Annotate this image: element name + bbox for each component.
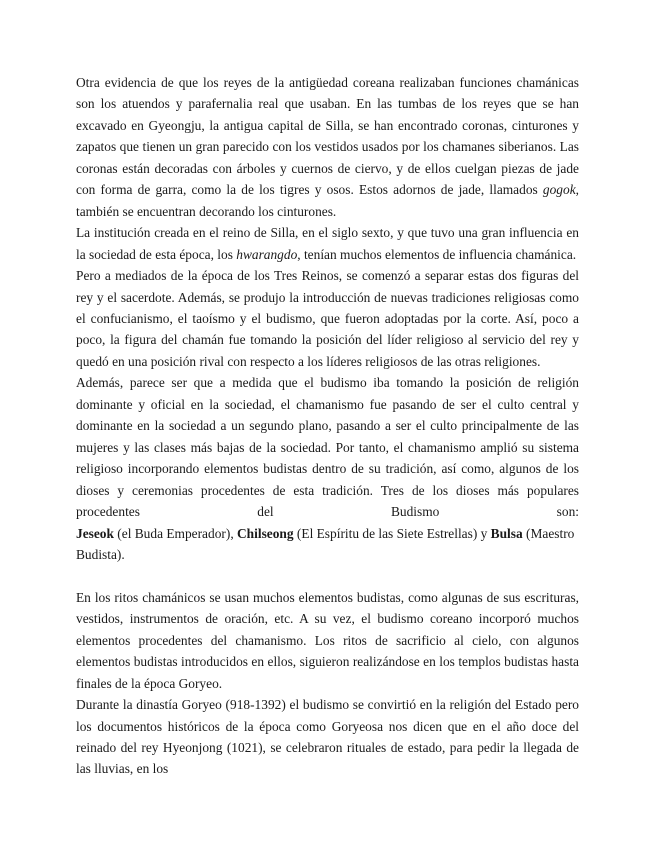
term-gogok: gogok [542, 182, 576, 198]
paragraph-shamanic-rites: En los ritos chamánicos se usan muchos elementos budistas, como algunas de sus escrituras, vestidos, instrumentos de oración, etc. A su vez, el budismo coreano incorporó muchos elementos procedentes del chamanismo. Los ritos de sacrificio al cielo, con algunos elementos budistas introducidos en ellos, siguieron realizándose en los templos budistas hasta finales de la época Goryeo. [76, 589, 579, 691]
paragraph-text: Otra evidencia de que los reyes de la antigüedad coreana realizaban funciones chamánicas son los atuendos y parafernalia real que usaban. En las tumbas de los reyes que se han excavado en Gyeongju, la antigua capital de Silla, se han encontrado coronas, cinturones y zapatos que tienen un gran parecido con los vestidos usados por los chamanes siberianos. Las coronas están decoradas con árboles y cuernos de ciervo, y de ellos cuelgan piezas de jade con forma de garra, como la de los tigres y osos. Estos adornos de jade, llamados [76, 75, 579, 198]
paragraph-text: (el Buda Emperador), [113, 525, 238, 541]
paragraph-three-kingdoms: Pero a mediados de la época de los Tres Reinos, se comenzó a separar estas dos figuras del rey y el sacerdote. Además, se produjo la introducción de nuevas tradiciones religiosas como el confucianismo, el taoísmo y el budismo, que fueron adoptadas por la corte. Así, poco a poco, la figura del chamán fue tomando la posición del líder religioso al servicio del rey y quedó en una posición rival con respecto a los líderes religiosos de las otras religiones. [76, 268, 579, 369]
paragraph-royal-regalia [76, 72, 579, 222]
paragraph-hwarangdo [76, 222, 579, 265]
paragraph-text: , tenían muchos elementos de influencia chamánica. [297, 246, 577, 262]
paragraph-text: Además, parece ser que a medida que el budismo iba tomando la posición de religión dominante y oficial en la sociedad, el chamanismo fue pasando de ser el culto central y dominante en la sociedad a un segundo plano, pasando a ser el culto principalmente de las mujeres y las clases más bajas de la sociedad. Por tanto, el chamanismo amplió su sistema religioso incorporando elementos budistas dentro de su tradición, así como, algunos de los dioses y ceremonias procedentes de esta tradición. Tres de los dioses más populares procedentes del Budismo son: [76, 375, 579, 520]
paragraph-text: (El Espíritu de las Siete Estrellas) y [293, 525, 491, 541]
blank-line [76, 565, 579, 586]
paragraph-goryeo-dynasty: Durante la dinastía Goryeo (918-1392) el budismo se convirtió en la religión del Estado pero los documentos históricos de la época como Goryeosa nos dicen que en el año doce del reinado del rey Hyeonjong (1021), se celebraron rituales de estado, para pedir la llegada de las lluvias, en los [76, 697, 579, 777]
term-hwarangdo: hwarangdo [236, 246, 298, 262]
deity-chilseong: Chilseong [237, 525, 294, 541]
paragraph-text: , también se encuentran decorando los cinturones. [76, 182, 579, 219]
paragraph-text: La institución creada en el reino de Silla, en el siglo sexto, y que tuvo una gran influencia en la sociedad de esta época, los [76, 225, 579, 262]
document-body [76, 72, 579, 780]
deity-bulsa: Bulsa [490, 525, 523, 541]
paragraph-text: (Maestro Budista). [76, 525, 575, 562]
deity-jeseok: Jeseok [76, 525, 114, 541]
paragraph-buddhism-dominance [76, 372, 579, 565]
